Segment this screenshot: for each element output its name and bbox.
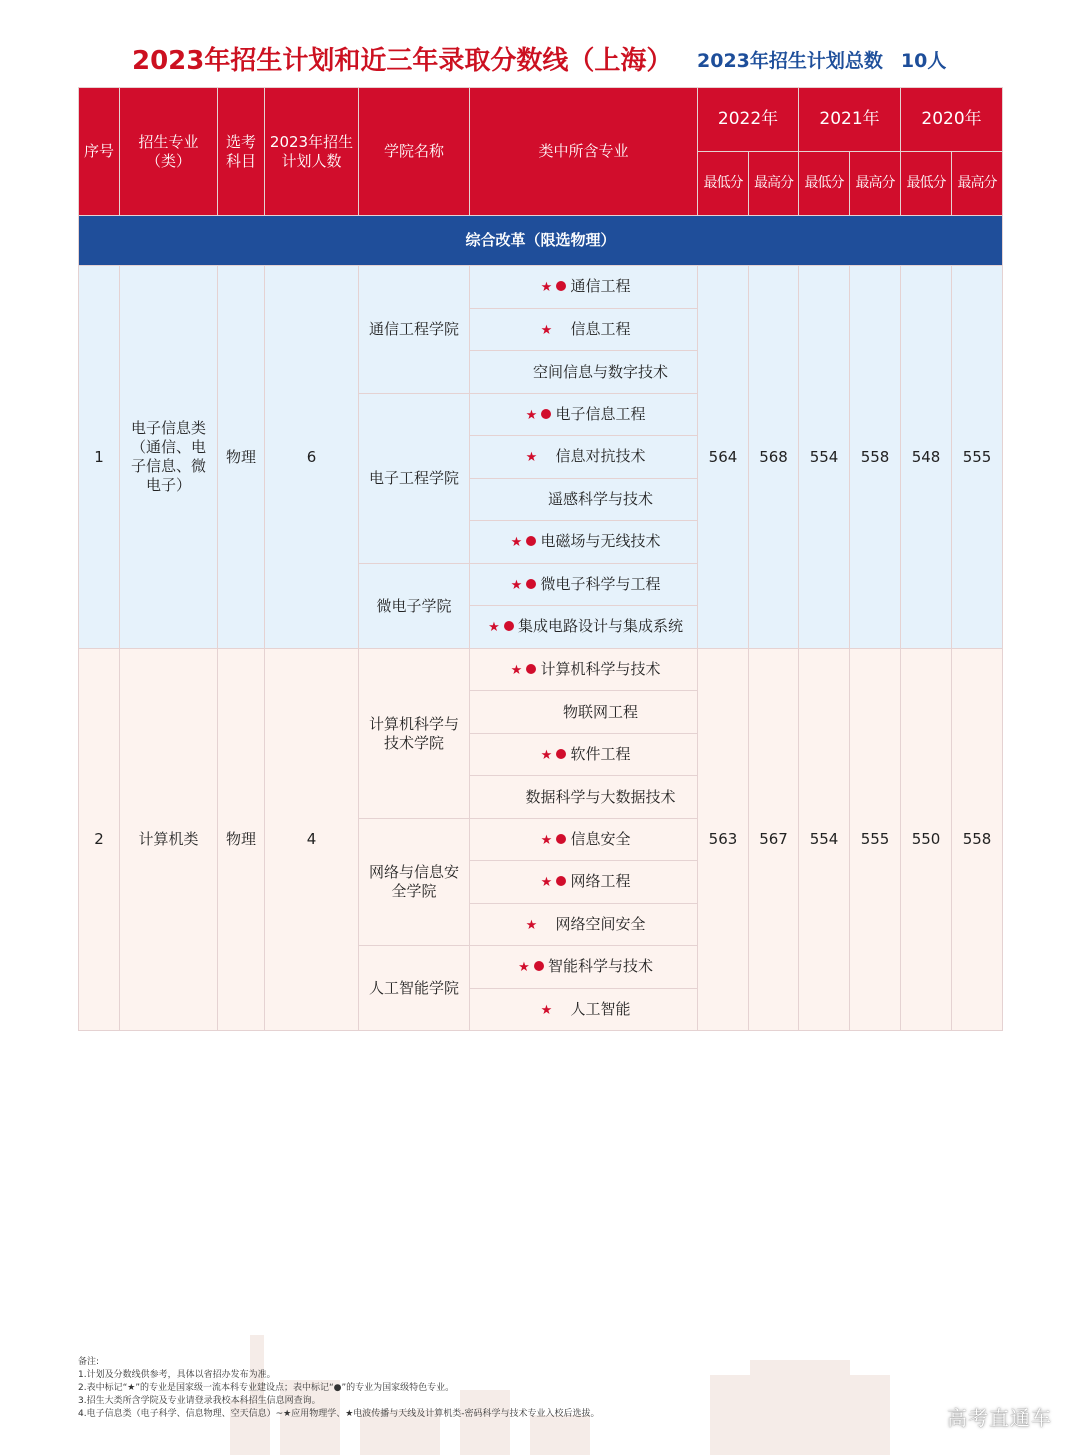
plan-total-value: 10人 [900,50,947,72]
dot-icon [526,579,536,589]
star-icon: ★ [540,1002,553,1018]
major-item: ★ 信息对抗技术 [470,436,698,479]
note-line: 4.电子信息类（电子科学、信息物理、空天信息）~★应用物理学、★电波传播与天线及计算机类-密码科学与技术专业入校后选拔。 [78,1409,600,1419]
star-icon: ★ [518,960,530,975]
star-icon: ★ [525,450,538,465]
section-title: 综合改革（限选物理） [79,216,1003,266]
score-cell: 563 [698,649,749,1031]
score-cell: 558 [952,649,1003,1031]
major-class: 计算机类 [120,649,218,1031]
admission-table [78,87,1003,1031]
major-item: 数据科学与大数据技术 [470,776,698,819]
header-max: 最高分 [952,152,1003,216]
major-item: ★ 集成电路设计与集成系统 [470,606,698,649]
note-line: 备注: [78,1357,100,1367]
major-item: ★ 网络工程 [470,861,698,904]
dot-icon [534,961,544,971]
college-name: 通信工程学院 [359,266,470,394]
plan-count: 4 [265,649,359,1031]
header-min: 最低分 [901,152,952,216]
star-icon: ★ [540,747,553,763]
header-college: 学院名称 [359,88,470,216]
watermark: 高考直通车 [947,1406,1052,1430]
college-name: 微电子学院 [359,564,470,649]
college-name: 人工智能学院 [359,946,470,1031]
star-icon: ★ [525,407,538,423]
college-name: 电子工程学院 [359,394,470,564]
header-year-2021: 2021年 [799,88,901,152]
header-year-2022: 2022年 [698,88,799,152]
header-major-class: 招生专业（类） [120,88,218,216]
major-item: ★ 智能科学与技术 [470,946,698,989]
header-majors: 类中所含专业 [470,88,698,216]
major-item: ★ 电子信息工程 [470,394,698,436]
major-item: ★ 电磁场与无线技术 [470,521,698,564]
major-item: 空间信息与数字技术 [470,351,698,394]
score-cell: 548 [901,266,952,649]
subject: 物理 [218,266,265,649]
star-icon: ★ [540,322,553,338]
star-icon: ★ [510,535,523,550]
score-cell: 555 [850,649,901,1031]
score-cell: 558 [850,266,901,649]
header-min: 最低分 [698,152,749,216]
major-item: ★ 人工智能 [470,989,698,1031]
dot-icon [541,409,551,419]
header-subject: 选考科目 [218,88,265,216]
score-cell: 550 [901,649,952,1031]
plan-total [697,46,946,73]
major-item: ★ 计算机科学与技术 [470,649,698,691]
dot-icon [526,536,536,546]
footnotes [78,1356,918,1421]
dot-icon [556,876,566,886]
star-icon: ★ [510,577,523,593]
score-cell: 555 [952,266,1003,649]
star-icon: ★ [488,620,500,635]
score-cell: 554 [799,266,850,649]
major-item: ★ 网络空间安全 [470,904,698,946]
star-icon: ★ [510,662,523,678]
major-item: ★ 通信工程 [470,266,698,309]
major-item: ★ 软件工程 [470,734,698,776]
score-cell: 554 [799,649,850,1031]
major-item: ★ 信息工程 [470,309,698,351]
star-icon: ★ [540,875,553,890]
page-title: 2023年招生计划和近三年录取分数线（上海） [132,46,673,76]
college-name: 计算机科学与技术学院 [359,649,470,819]
plan-count: 6 [265,266,359,649]
dot-icon [526,664,536,674]
header-max: 最高分 [850,152,901,216]
row-no: 1 [79,266,120,649]
star-icon: ★ [525,917,538,933]
note-line: 1.计划及分数线供参考，具体以省招办发布为准。 [78,1370,276,1380]
dot-icon [556,749,566,759]
header-year-2020: 2020年 [901,88,1003,152]
score-cell: 567 [749,649,799,1031]
score-cell: 564 [698,266,749,649]
header-no: 序号 [79,88,120,216]
dot-icon [556,281,566,291]
note-line: 3.招生大类所含学院及专业请登录我校本科招生信息网查询。 [78,1396,321,1406]
header-max: 最高分 [749,152,799,216]
header-min: 最低分 [799,152,850,216]
college-name: 网络与信息安全学院 [359,819,470,946]
header-plan: 2023年招生计划人数 [265,88,359,216]
star-icon: ★ [540,832,553,848]
major-item: ★ 信息安全 [470,819,698,861]
score-cell: 568 [749,266,799,649]
row-no: 2 [79,649,120,1031]
major-class: 电子信息类（通信、电子信息、微电子） [120,266,218,649]
dot-icon [504,621,514,631]
dot-icon [556,834,566,844]
major-item: ★ 微电子科学与工程 [470,564,698,606]
note-line: 2.表中标记“★”的专业是国家级一流本科专业建设点；表中标记“●”的专业为国家级特色专业。 [78,1383,455,1393]
major-item: 遥感科学与技术 [470,479,698,521]
plan-total-label: 2023年招生计划总数 [697,50,883,72]
star-icon: ★ [540,280,553,295]
subject: 物理 [218,649,265,1031]
major-item: 物联网工程 [470,691,698,734]
